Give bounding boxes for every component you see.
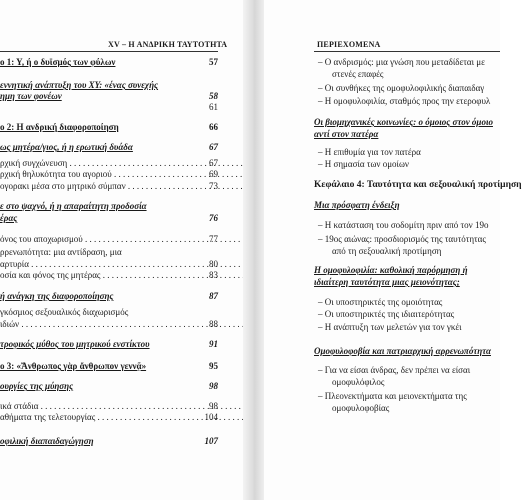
toc-entry: [318, 308, 504, 320]
toc-entry: [318, 296, 504, 308]
toc-entry-page: 76: [209, 213, 218, 223]
toc-entry-title: ιδιών . . .: [0, 318, 196, 330]
toc-entry-title: – 19ος αιώνας: προσδιορισμός της ταυτότητας: [318, 234, 486, 244]
left-page: [0, 0, 243, 500]
toc-entry: [318, 390, 504, 402]
toc-entry-page: 98: [209, 401, 218, 411]
toc-entry-title: Οι βιομηχανικές κοινωνίες: ο όμοιος στον όμοιο: [314, 117, 493, 127]
toc-entry: [318, 146, 504, 158]
header-rule: [0, 51, 218, 52]
right-page: [264, 0, 522, 500]
toc-section-heading: [314, 276, 500, 288]
toc-entry-title: ο 1: Υ, ή ο δυϊσμός των φύλων: [0, 57, 116, 67]
toc-entry-title: οφιλική διαπαιδαγώγηση: [0, 436, 94, 446]
header-rule: [314, 51, 500, 52]
toc-entry-title: αρτυρία . . .: [0, 258, 196, 270]
toc-entry-title: – Οι συνθήκες της ομοφυλοφιλικής διαπαιδαγ: [318, 83, 485, 93]
toc-entry-title: – Η ομοφυλοφιλία, σταθμός προς την ετεροφυλ: [318, 96, 491, 106]
toc-entry-title: αντί στον πατέρα: [314, 129, 379, 139]
toc-entry: [0, 411, 218, 423]
toc-entry: [0, 121, 218, 133]
toc-entry-page: 57: [209, 57, 218, 67]
toc-entry: [318, 82, 504, 94]
toc-entry: [332, 68, 518, 80]
toc-entry-page: 91: [209, 339, 218, 349]
toc-entry-title: ομοφυλοφοβίας: [332, 403, 390, 413]
toc-entry-page: 98: [209, 381, 218, 391]
toc-entry-title: ε στο ψαχνό, ή η απαραίτητη προδοσία: [0, 201, 147, 211]
toc-entry-title: ή ανάγκη της διαφοροποίησης: [0, 291, 114, 301]
toc-entry-title: τροφικός μύθος του μητρικού ενστίκτου: [0, 339, 150, 349]
toc-entry: [0, 168, 218, 180]
running-head: ΠΕΡΙΕΧΟΜΕΝΑ: [317, 40, 381, 49]
toc-entry-page: 87: [209, 291, 218, 301]
toc-entry: [0, 306, 218, 318]
toc-entry: [0, 141, 218, 153]
toc-entry-page: 69: [209, 169, 218, 179]
toc-entry: [318, 56, 504, 68]
book-gutter: [243, 0, 264, 500]
toc-entry-title: ρχική θηλυκότητα του αγοριού . . .: [0, 168, 196, 180]
toc-entry-title: ικά στάδια . . .: [0, 400, 196, 412]
toc-chapter-heading: [314, 179, 522, 191]
toc-entry: [0, 233, 218, 245]
toc-section-heading: [314, 264, 500, 276]
toc-entry-title: Μια πρόσφατη ένδειξη: [314, 200, 400, 210]
toc-entry-title: έρας: [0, 213, 18, 223]
toc-entry-title: όνος του αποχωρισμού . . .: [0, 233, 196, 245]
toc-entry-title: ο 3: «Ἄνθρωπος γὰρ ἄνθρωπον γεννᾷ»: [0, 361, 147, 371]
toc-entry: [0, 318, 218, 330]
toc-entry: [0, 269, 218, 281]
toc-entry: [0, 246, 218, 258]
toc-entry-title: – Η σημασία των ομοίων: [318, 159, 409, 169]
toc-section-heading: [314, 128, 500, 140]
toc-entry: [0, 380, 218, 392]
toc-entry: [0, 338, 218, 350]
toc-entry: [0, 360, 218, 372]
toc-entry-title: ρρενωπότητα: μια αντίδραση, μια: [0, 247, 122, 257]
toc-entry: [0, 101, 218, 113]
toc-entry-title: ομοφυλόφιλος: [332, 377, 385, 387]
toc-entry-page: 67: [209, 142, 218, 152]
toc-entry-title: αθήματα της τελετουργίας . . .: [0, 411, 196, 423]
toc-entry-page: 66: [209, 122, 218, 132]
toc-entry: [332, 245, 518, 257]
toc-entry-title: – Η κατάσταση του σοδομίτη πριν από τον 19ο: [318, 220, 489, 230]
toc-entry: [318, 95, 504, 107]
toc-entry-title: – Ο ανδρισμός: μια γνώση που μεταδίδεται με: [318, 57, 485, 67]
toc-entry-title: γκόσμιος σεξουαλικός διαχωρισμός: [0, 307, 129, 317]
toc-entry: [332, 402, 518, 414]
toc-entry: [318, 219, 504, 231]
toc-entry-title: Η ομοφυλοφιλία: καθολική παρόρμηση ή: [314, 265, 468, 275]
toc-entry: [332, 376, 518, 388]
toc-entry-page: 107: [204, 436, 218, 446]
toc-entry-page: 58: [209, 91, 218, 101]
running-head: XV – Η ΑΝΔΡΙΚΗ ΤΑΥΤΟΤΗΤΑ: [108, 40, 228, 49]
toc-entry: [0, 200, 218, 212]
toc-section-heading: [314, 199, 500, 211]
toc-entry: [0, 435, 218, 447]
toc-entry: [0, 56, 218, 68]
toc-entry-page: 73: [209, 181, 218, 191]
toc-entry: [0, 180, 218, 192]
toc-entry-page: 67: [209, 158, 218, 168]
toc-section-heading: [314, 116, 500, 128]
toc-entry-title: ογορακι μέσα στο μητρικό σύμπαν . . .: [0, 180, 196, 192]
toc-section-heading: [314, 345, 500, 357]
toc-entry: [318, 364, 504, 376]
toc-entry-page: 95: [209, 361, 218, 371]
chapter-title: Ταυτότητα και σεξουαλική προτίμηση: [366, 180, 522, 190]
toc-entry-page: 80: [209, 259, 218, 269]
toc-entry-title: εννητική ανάπτυξη του ΧΥ: «ένας συνεχής: [0, 80, 159, 90]
toc-entry-title: Ομοφυλοφοβία και πατριαρχική αρρενωπότητα: [314, 346, 491, 356]
toc-entry-title: ως μητέρα/γιος, ή η ερωτική δυάδα: [0, 142, 133, 152]
toc-entry-title: ουργίες της μύησης: [0, 381, 74, 391]
toc-entry-title: – Πλεονεκτήματα και μειονεκτήματα της: [318, 391, 467, 401]
chapter-number: Κεφάλαιο 4:: [314, 180, 367, 190]
toc-entry-title: ο 2: Η ανδρική διαφοροποίηση: [0, 122, 119, 132]
toc-entry-page: 88: [209, 319, 218, 329]
toc-entry-page: 104: [204, 412, 218, 422]
toc-entry-title: – Η ανάπτυξη των μελετών για τον γκέι: [318, 322, 462, 332]
toc-entry-title: – Η επιθυμία για τον πατέρα: [318, 147, 421, 157]
toc-entry-page: 83: [209, 270, 218, 280]
toc-entry-title: από τη σεξουαλική προτίμηση: [332, 246, 442, 256]
toc-entry: [0, 212, 218, 224]
toc-entry-page: 61: [209, 102, 218, 112]
toc-entry-page: 77: [209, 234, 218, 244]
toc-entry: [318, 233, 504, 245]
toc-entry: [318, 321, 504, 333]
toc-entry-title: στενές επαφές: [332, 69, 384, 79]
toc-entry-title: ημη των φονέων: [0, 91, 62, 101]
toc-entry-title: οσία και φόνος της μητέρας . . .: [0, 269, 196, 281]
toc-entry: [0, 290, 218, 302]
toc-entry: [318, 158, 504, 170]
toc-entry-title: ρχική συγχώνευση . . .: [0, 157, 196, 169]
toc-entry-title: – Οι υποστηρικτές της ομοιότητας: [318, 297, 443, 307]
toc-entry-title: ιδιαίτερη ταυτότητα μιας μειονότητας;: [314, 277, 460, 287]
toc-entry-title: – Οι υποστηρικτές της ιδιαιτερότητας: [318, 309, 455, 319]
toc-entry-title: – Για να είσαι άνδρας, δεν πρέπει να είσαι: [318, 365, 471, 375]
